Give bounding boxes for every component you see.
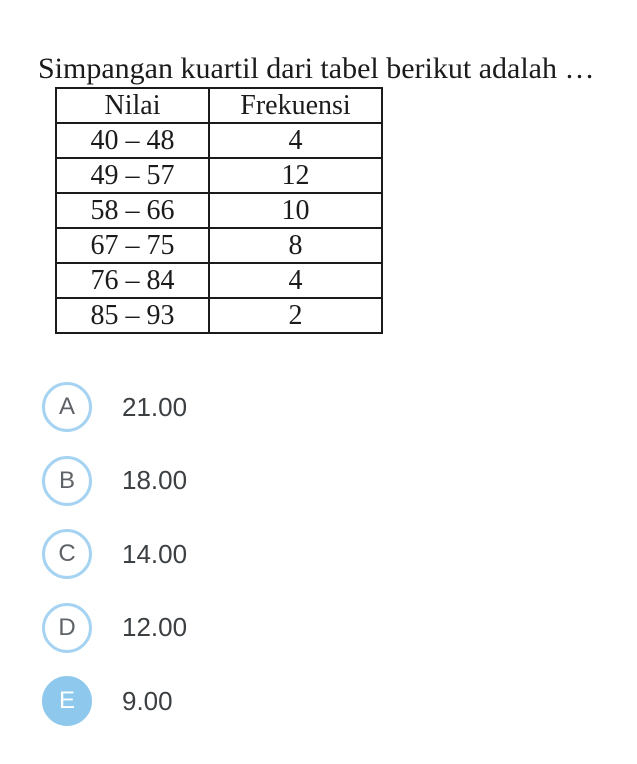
option-radio-E[interactable]: [42, 676, 92, 726]
table-header-row: [56, 88, 382, 123]
option-radio-C[interactable]: [42, 529, 92, 579]
cell-frekuensi: 4: [209, 263, 382, 298]
cell-frekuensi: 2: [209, 298, 382, 333]
table-header-nilai: Nilai: [56, 88, 209, 123]
option-value: 9.00: [122, 685, 173, 716]
answer-option-A[interactable]: [42, 382, 187, 432]
option-letter: E: [58, 687, 75, 714]
options-list: [42, 382, 187, 726]
option-letter: C: [58, 540, 76, 567]
answer-option-B[interactable]: [42, 456, 187, 506]
option-value: 18.00: [122, 465, 188, 495]
cell-frekuensi: 12: [209, 158, 382, 193]
table-row: [56, 193, 382, 228]
option-radio-D[interactable]: [42, 603, 92, 653]
cell-nilai: 76 – 84: [56, 263, 209, 298]
table-row: [56, 228, 382, 263]
option-letter: A: [58, 393, 75, 420]
table-row: [56, 123, 382, 158]
frequency-table-body: [56, 123, 382, 333]
cell-frekuensi: 8: [209, 228, 382, 263]
table-header-frekuensi: Frekuensi: [209, 88, 382, 123]
cell-nilai: 67 – 75: [56, 228, 209, 263]
answer-option-C[interactable]: [42, 529, 187, 579]
cell-frekuensi: 4: [209, 123, 382, 158]
table-row: [56, 158, 382, 193]
frequency-table-head: [56, 88, 382, 123]
answer-option-E[interactable]: [42, 676, 187, 726]
cell-nilai: 85 – 93: [56, 298, 209, 333]
cell-nilai: 58 – 66: [56, 193, 209, 228]
option-radio-A[interactable]: [42, 382, 92, 432]
question-text: Simpangan kuartil dari tabel berikut adalah …: [38, 52, 595, 85]
answer-option-D[interactable]: [42, 603, 187, 653]
table-row: [56, 263, 382, 298]
option-letter: B: [58, 466, 75, 494]
cell-frekuensi: 10: [209, 193, 382, 228]
cell-nilai: 40 – 48: [56, 123, 209, 158]
option-radio-B[interactable]: [42, 456, 92, 506]
table-row: [56, 298, 382, 333]
frequency-table: [55, 87, 383, 334]
option-letter: D: [58, 613, 76, 641]
option-value: 12.00: [122, 612, 188, 642]
cell-nilai: 49 – 57: [56, 158, 209, 193]
option-value: 14.00: [122, 538, 188, 569]
option-value: 21.00: [122, 391, 188, 422]
